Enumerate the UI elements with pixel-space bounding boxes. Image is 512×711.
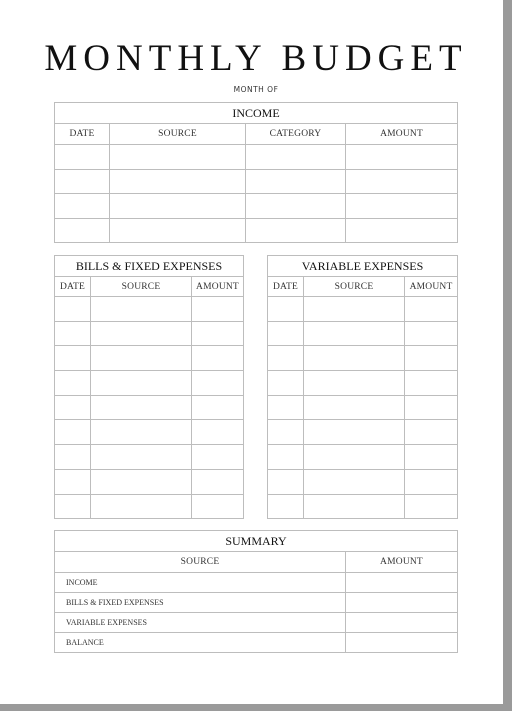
entry-cell[interactable] xyxy=(405,469,458,494)
entry-cell[interactable] xyxy=(268,297,304,322)
variable-col-source: SOURCE xyxy=(304,277,405,297)
bills-col-date: DATE xyxy=(55,277,91,297)
entry-cell[interactable] xyxy=(304,297,405,322)
entry-cell[interactable] xyxy=(304,445,405,470)
entry-cell[interactable] xyxy=(55,321,91,346)
entry-cell[interactable] xyxy=(192,420,244,445)
summary-row xyxy=(55,633,458,653)
table-row xyxy=(268,321,458,346)
table-row xyxy=(55,169,458,194)
entry-cell[interactable] xyxy=(304,494,405,519)
entry-cell[interactable] xyxy=(405,445,458,470)
summary-table xyxy=(54,530,458,653)
table-row xyxy=(268,494,458,519)
table-row xyxy=(55,145,458,170)
income-col-category: CATEGORY xyxy=(246,124,346,145)
summary-col-amount: AMOUNT xyxy=(346,552,458,573)
entry-cell[interactable] xyxy=(304,346,405,371)
variable-col-date: DATE xyxy=(268,277,304,297)
table-row xyxy=(268,395,458,420)
table-row xyxy=(55,395,244,420)
entry-cell[interactable] xyxy=(304,469,405,494)
entry-cell[interactable] xyxy=(405,395,458,420)
entry-cell[interactable] xyxy=(192,371,244,396)
income-col-source: SOURCE xyxy=(110,124,246,145)
entry-cell[interactable] xyxy=(246,169,346,194)
table-row xyxy=(268,445,458,470)
summary-row xyxy=(55,573,458,593)
entry-cell[interactable] xyxy=(91,297,192,322)
summary-amount-cell[interactable] xyxy=(346,613,458,633)
entry-cell[interactable] xyxy=(55,218,110,243)
bills-title: BILLS & FIXED EXPENSES xyxy=(55,256,244,277)
table-row xyxy=(55,494,244,519)
income-col-amount: AMOUNT xyxy=(346,124,458,145)
entry-cell[interactable] xyxy=(110,194,246,219)
table-row xyxy=(55,346,244,371)
entry-cell[interactable] xyxy=(405,346,458,371)
table-row xyxy=(55,194,458,219)
income-col-date: DATE xyxy=(55,124,110,145)
entry-cell[interactable] xyxy=(268,346,304,371)
entry-cell[interactable] xyxy=(55,420,91,445)
entry-cell[interactable] xyxy=(55,469,91,494)
month-of-label: MONTH OF xyxy=(233,85,279,94)
entry-cell[interactable] xyxy=(55,395,91,420)
entry-cell[interactable] xyxy=(246,194,346,219)
entry-cell[interactable] xyxy=(55,445,91,470)
entry-cell[interactable] xyxy=(55,371,91,396)
entry-cell[interactable] xyxy=(346,218,458,243)
bills-body xyxy=(55,297,244,519)
variable-body xyxy=(268,297,458,519)
bills-col-source: SOURCE xyxy=(91,277,192,297)
entry-cell[interactable] xyxy=(91,321,192,346)
table-row xyxy=(55,218,458,243)
entry-cell[interactable] xyxy=(405,371,458,396)
bills-table xyxy=(54,255,244,519)
entry-cell[interactable] xyxy=(246,145,346,170)
summary-label-variable: VARIABLE EXPENSES xyxy=(55,613,346,633)
entry-cell[interactable] xyxy=(110,169,246,194)
entry-cell[interactable] xyxy=(346,169,458,194)
entry-cell[interactable] xyxy=(268,395,304,420)
entry-cell[interactable] xyxy=(405,494,458,519)
income-table xyxy=(54,102,458,243)
table-row xyxy=(268,371,458,396)
entry-cell[interactable] xyxy=(268,494,304,519)
table-row xyxy=(268,469,458,494)
table-row xyxy=(268,297,458,322)
entry-cell[interactable] xyxy=(55,145,110,170)
table-row xyxy=(55,371,244,396)
summary-label-balance: BALANCE xyxy=(55,633,346,653)
table-row xyxy=(55,420,244,445)
entry-cell[interactable] xyxy=(91,445,192,470)
summary-row xyxy=(55,613,458,633)
entry-cell[interactable] xyxy=(268,445,304,470)
summary-label-bills: BILLS & FIXED EXPENSES xyxy=(55,593,346,613)
entry-cell[interactable] xyxy=(91,469,192,494)
income-title: INCOME xyxy=(55,103,458,124)
entry-cell[interactable] xyxy=(268,420,304,445)
entry-cell[interactable] xyxy=(304,395,405,420)
table-row xyxy=(55,297,244,322)
entry-cell[interactable] xyxy=(405,297,458,322)
entry-cell[interactable] xyxy=(304,321,405,346)
table-row xyxy=(55,321,244,346)
entry-cell[interactable] xyxy=(91,494,192,519)
entry-cell[interactable] xyxy=(346,194,458,219)
entry-cell[interactable] xyxy=(55,494,91,519)
entry-cell[interactable] xyxy=(91,346,192,371)
entry-cell[interactable] xyxy=(192,494,244,519)
entry-cell[interactable] xyxy=(405,420,458,445)
variable-title: VARIABLE EXPENSES xyxy=(268,256,458,277)
variable-table xyxy=(267,255,458,519)
variable-col-amount: AMOUNT xyxy=(405,277,458,297)
summary-row xyxy=(55,593,458,613)
entry-cell[interactable] xyxy=(268,371,304,396)
entry-cell[interactable] xyxy=(55,169,110,194)
entry-cell[interactable] xyxy=(192,297,244,322)
entry-cell[interactable] xyxy=(268,321,304,346)
summary-amount-cell[interactable] xyxy=(346,633,458,653)
summary-title: SUMMARY xyxy=(55,531,458,552)
entry-cell[interactable] xyxy=(405,321,458,346)
entry-cell[interactable] xyxy=(192,321,244,346)
entry-cell[interactable] xyxy=(192,445,244,470)
entry-cell[interactable] xyxy=(192,395,244,420)
table-row xyxy=(268,346,458,371)
entry-cell[interactable] xyxy=(246,218,346,243)
entry-cell[interactable] xyxy=(91,420,192,445)
entry-cell[interactable] xyxy=(110,218,246,243)
summary-label-income: INCOME xyxy=(55,573,346,593)
entry-cell[interactable] xyxy=(110,145,246,170)
table-row xyxy=(55,445,244,470)
bills-col-amount: AMOUNT xyxy=(192,277,244,297)
entry-cell[interactable] xyxy=(91,371,192,396)
table-row xyxy=(268,420,458,445)
page-title: MONTHLY BUDGET xyxy=(44,38,468,79)
entry-cell[interactable] xyxy=(304,371,405,396)
entry-cell[interactable] xyxy=(192,469,244,494)
summary-col-source: SOURCE xyxy=(55,552,346,573)
entry-cell[interactable] xyxy=(55,194,110,219)
entry-cell[interactable] xyxy=(55,346,91,371)
table-row xyxy=(55,469,244,494)
entry-cell[interactable] xyxy=(304,420,405,445)
income-body xyxy=(55,145,458,243)
entry-cell[interactable] xyxy=(192,346,244,371)
entry-cell[interactable] xyxy=(346,145,458,170)
summary-amount-cell[interactable] xyxy=(346,573,458,593)
entry-cell[interactable] xyxy=(91,395,192,420)
entry-cell[interactable] xyxy=(268,469,304,494)
summary-amount-cell[interactable] xyxy=(346,593,458,613)
entry-cell[interactable] xyxy=(55,297,91,322)
